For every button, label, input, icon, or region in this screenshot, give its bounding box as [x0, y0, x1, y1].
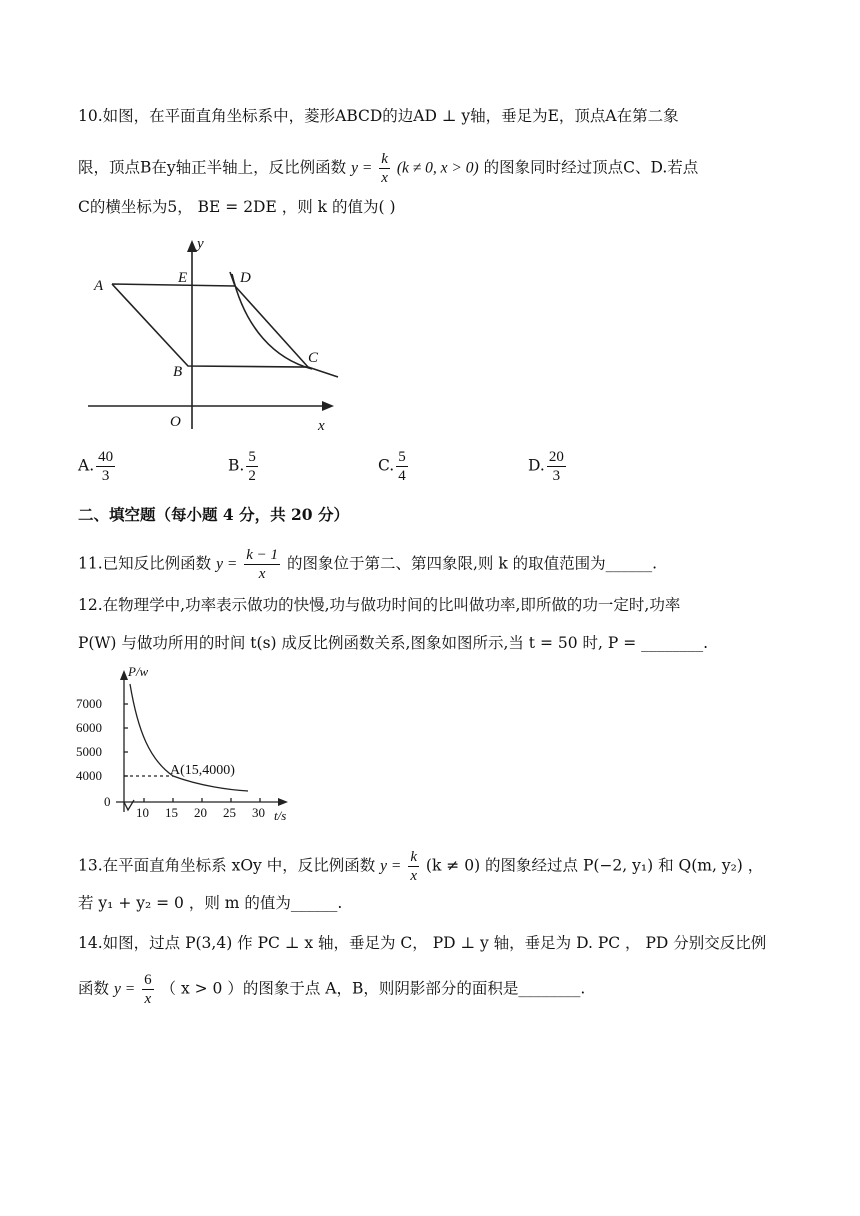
q12-xtick-10: 10 — [136, 805, 149, 820]
q13-line2: 若 y₁ + y₂ = 0 ，则 m 的值为______. — [78, 894, 343, 912]
q14-func-y: y = — [113, 980, 136, 998]
q10-option-a-letter: A. — [78, 456, 95, 475]
q10-line3: C的横坐标为5， BE = 2DE ，则 k 的值为( ) — [78, 198, 396, 216]
q13-fraction — [408, 848, 419, 885]
q12-xtick-20: 20 — [194, 805, 207, 820]
q14-post: （ x > 0 ）的图象于点 A，B，则阴影部分的面积是________. — [160, 979, 586, 998]
q10-option-a — [78, 448, 117, 485]
q12-ytick-0: 0 — [104, 794, 111, 809]
q10-option-d-frac — [547, 448, 566, 485]
q12-xtick-30: 30 — [252, 805, 265, 820]
q10-label-x: x — [318, 418, 325, 434]
q10-label-D: D — [240, 270, 251, 286]
q10-line2 — [78, 150, 698, 187]
q10-option-b-frac — [246, 448, 258, 485]
q14-fraction-num: 6 — [144, 972, 152, 988]
q10-label-E: E — [178, 270, 188, 286]
q11-func-y: y = — [216, 555, 238, 573]
q10-option-c-num: 5 — [398, 449, 406, 465]
q11-fraction — [244, 546, 280, 583]
q11-fraction-num: k − 1 — [246, 547, 279, 563]
q13-fraction-den: x — [410, 868, 417, 884]
q12-xlabel: t/s — [274, 808, 287, 822]
q11-fraction-den: x — [258, 566, 266, 582]
q10-line2-post: 的图象同时经过顶点C、D.若点 — [483, 158, 699, 177]
q13-line1 — [78, 848, 763, 885]
q14-line1: 14.如图，过点 P(3,4) 作 PC ⊥ x 轴，垂足为 C， PD ⊥ y 轴，垂足为 D. PC ， PD 分别交反比例 — [78, 934, 767, 952]
q10-option-c-letter: C. — [378, 456, 395, 475]
q10-option-b-num: 5 — [248, 449, 256, 465]
q10-option-a-frac — [96, 448, 115, 485]
q13-fraction-num: k — [410, 849, 417, 865]
q12-line1: 12.在物理学中,功率表示做功的快慢,功与做功时间的比叫做功率,即所做的功一定时,功率 — [78, 596, 681, 614]
q13-func-y: y = — [380, 857, 402, 875]
q10-func-cond: (k ≠ 0, x > 0) — [396, 159, 479, 177]
q10-fraction-den: x — [381, 170, 388, 186]
q10-option-c-den: 4 — [398, 468, 406, 484]
section-heading: 二、填空题（每小题 4 分，共 20 分） — [78, 505, 349, 524]
q10-figure — [80, 234, 350, 434]
q10-fraction — [379, 150, 390, 187]
q12-ytick-4000: 4000 — [76, 768, 102, 783]
q12-ylabel: P/w — [128, 664, 149, 679]
q13-post: (k ≠ 0) 的图象经过点 P(−2, y₁) 和 Q(m, y₂) ， — [425, 856, 764, 875]
q10-func-y: y = — [351, 159, 373, 177]
q12-chart — [70, 662, 310, 822]
q14-fraction — [142, 971, 154, 1008]
q10-option-d-num: 20 — [548, 449, 564, 465]
q10-option-b-den: 2 — [248, 468, 256, 484]
q12-point-label: A(15,4000) — [170, 763, 235, 778]
q14-pre: 函数 — [78, 979, 110, 998]
q12-xtick-15: 15 — [165, 805, 178, 820]
q12-ytick-7000: 7000 — [76, 696, 102, 711]
q10-option-b — [228, 448, 260, 485]
q10-option-a-num: 40 — [98, 449, 114, 465]
q12-line2: P(W) 与做功所用的时间 t(s) 成反比例函数关系,图象如图所示,当 t = 50 时, P = ________. — [78, 634, 709, 652]
q10-line1: 10.如图，在平面直角坐标系中，菱形ABCD的边AD ⊥ y轴，垂足为E，顶点A在第二象 — [78, 107, 679, 125]
q10-label-C: C — [308, 350, 319, 366]
q10-line2-pre: 限，顶点B在y轴正半轴上，反比例函数 — [78, 158, 347, 177]
q10-fraction-num: k — [381, 151, 388, 167]
q10-option-a-den: 3 — [101, 468, 110, 484]
q13-pre: 13.在平面直角坐标系 xOy 中，反比例函数 — [78, 856, 376, 875]
q14-line2 — [78, 971, 585, 1008]
q10-option-d-letter: D. — [528, 456, 545, 475]
q11-post: 的图象位于第二、第四象限,则 k 的取值范围为______. — [286, 554, 658, 573]
q10-label-A: A — [94, 278, 104, 294]
q14-fraction-den: x — [144, 991, 152, 1007]
q10-option-d-den: 3 — [552, 468, 561, 484]
q10-option-b-letter: B. — [228, 456, 245, 475]
q12-ytick-6000: 6000 — [76, 720, 102, 735]
q10-option-d — [528, 448, 568, 485]
q12-ytick-5000: 5000 — [76, 744, 102, 759]
q10-option-c — [378, 448, 410, 485]
q10-label-y: y — [197, 236, 204, 252]
q11-line — [78, 546, 657, 583]
q10-label-O: O — [170, 414, 181, 430]
q11-pre: 11.已知反比例函数 — [78, 554, 212, 573]
q10-option-c-frac — [396, 448, 408, 485]
q10-label-B: B — [173, 364, 183, 380]
q12-xtick-25: 25 — [223, 805, 236, 820]
